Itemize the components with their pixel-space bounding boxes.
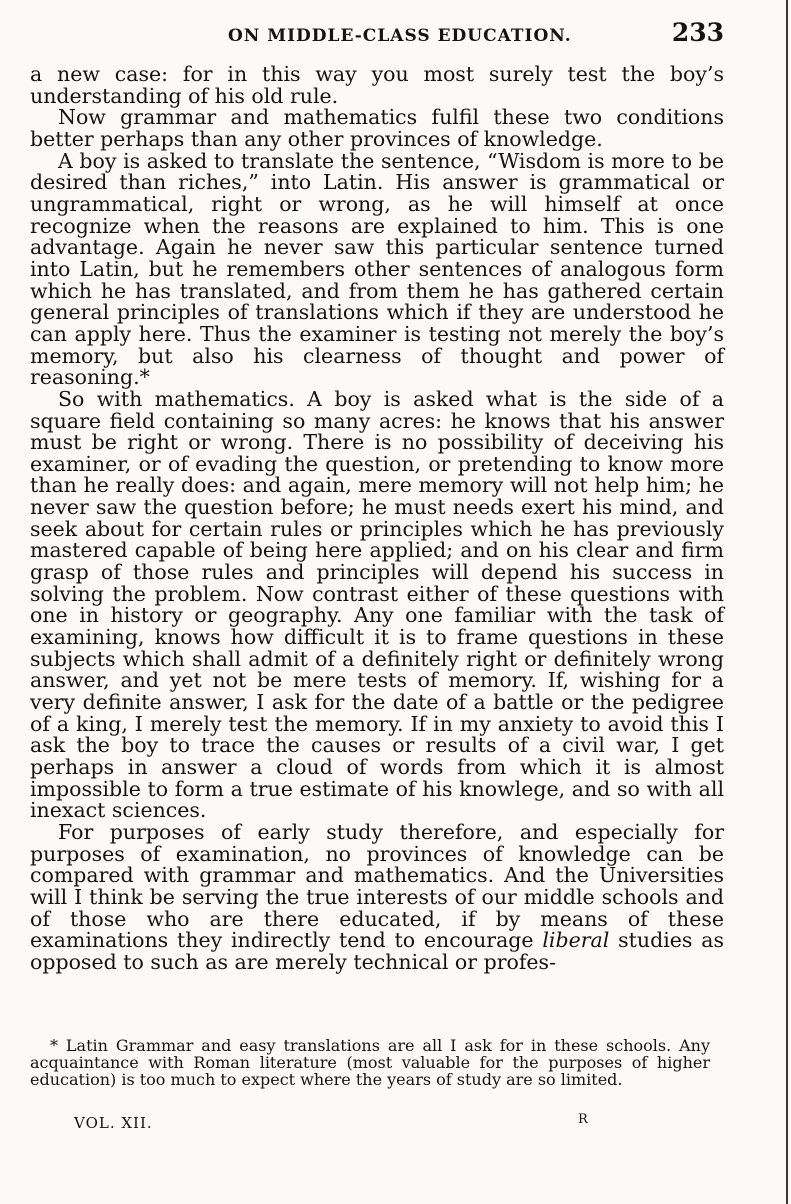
page-number: 233 <box>671 18 724 47</box>
paragraph-5 <box>30 819 724 974</box>
running-header <box>30 18 724 52</box>
paragraph-2: Now grammar and mathematics fulfil these two conditions better perhaps than any other provinces of knowledge. <box>30 105 724 151</box>
body-text <box>30 64 724 974</box>
paragraph-5-start: For purposes of early study therefore, and especially for purposes of examination, no provinces of knowledge can be compared with grammar and mathematics. And the Universities will I think be serving the true interests of our middle schools and of those who are there educated, if by means of these examinations they indirectly tend to encourage <box>30 819 724 953</box>
volume-label: VOL. XII. <box>74 1114 153 1132</box>
paragraph-5-end: studies as opposed to such as are merely technical or profes- <box>30 928 724 974</box>
footnote: * Latin Grammar and easy translations are all I ask for in these schools. Any acquaintance with Roman literature (most valuable for the purposes of higher education) is too much to expect where the years of study are so limited. <box>30 1036 710 1090</box>
page-edge-line <box>786 0 788 1204</box>
running-title: ON MIDDLE-CLASS EDUCATION. <box>228 26 572 46</box>
paragraph-3: A boy is asked to translate the sentence, “Wisdom is more to be desired than riches,” into Latin. His answer is grammatical or ungrammatical, right or wrong, as he will himself at once recognize when the reasons are explained to him. This is one advantage. Again he never saw this particular sentence turned into Latin, but he remembers other sentences of analogous form which he has translated, and from them he has gathered certain general principles of translations which if they are understood he can apply here. Thus the examiner is testing not merely the boy’s memory, but also his clearness of thought and power of reasoning.* <box>30 148 724 390</box>
signature-mark: R <box>578 1112 588 1127</box>
paragraph-1: a new case: for in this way you most surely test the boy’s understanding of his old rule. <box>30 62 724 108</box>
paragraph-5-italic: liberal <box>542 928 610 953</box>
paragraph-4: So with mathematics. A boy is asked what is the side of a square field containing so many acres: he knows that his answer must be right or wrong. There is no possibility of deceiving his examiner, or of evading the question, or pretending to know more than he really does: and again, mere memory will not help him; he never saw the question before; he must needs exert his mind, and seek about for certain rules or principles which he has previously mastered capable of being here applied; and on his clear and firm grasp of those rules and principles will depend his success in solving the problem. Now contrast either of these questions with one in history or geography. Any one familiar with the task of examining, knows how difficult it is to frame questions in these subjects which shall admit of a definitely right or definitely wrong answer, and yet not be mere tests of memory. If, wishing for a very definite answer, I ask for the date of a battle or the pedigree of a king, I merely test the memory. If in my anxiety to avoid this I ask the boy to trace the causes or results of a civil war, I get perhaps in answer a cloud of words from which it is almost impossible to form a true estimate of his knowlege, and so with all inexact sciences. <box>30 386 724 823</box>
